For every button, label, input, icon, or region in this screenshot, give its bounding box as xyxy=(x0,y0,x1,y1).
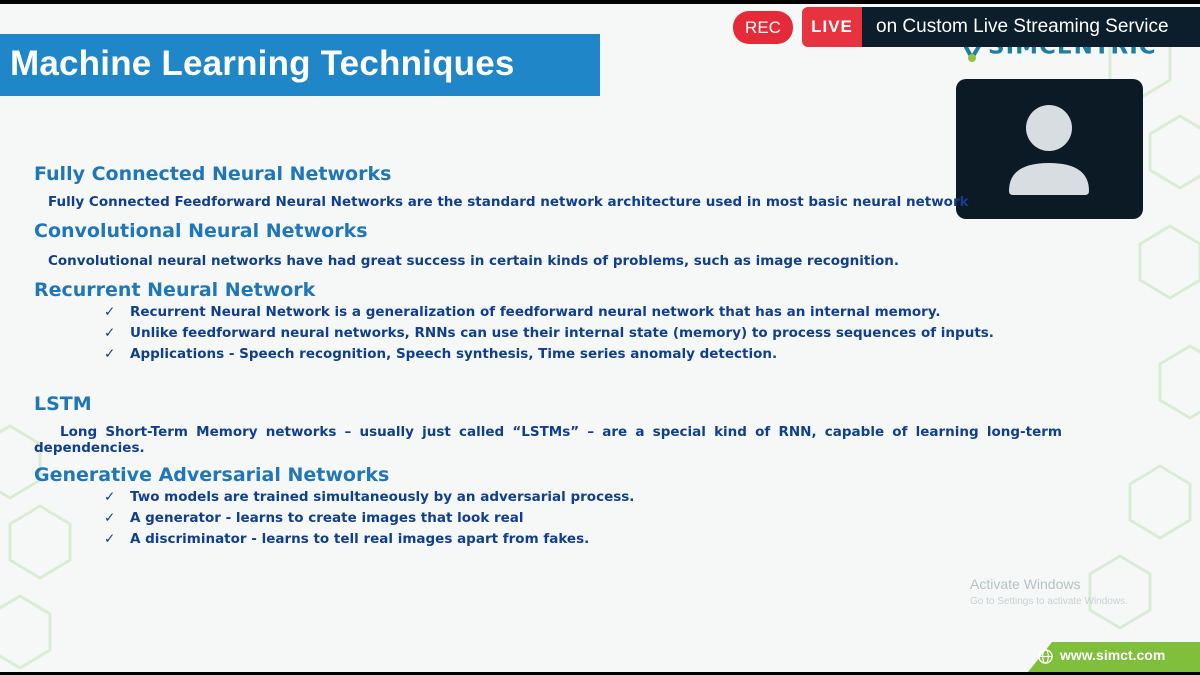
check-icon: ✓ xyxy=(104,531,116,547)
check-icon: ✓ xyxy=(104,346,116,362)
list-item: ✓ Unlike feedforward neural networks, RNNs can use their internal state (memory) to process sequences of inputs. xyxy=(104,325,994,341)
activate-windows-subtext: Go to Settings to activate Windows. xyxy=(970,596,1128,607)
check-icon: ✓ xyxy=(104,304,116,320)
text-lstm: Long Short-Term Memory networks – usually just called “LSTMs” – are a special kind of RNN, capable of learning long-term dependencies. xyxy=(34,424,1062,456)
list-item: ✓ Recurrent Neural Network is a generalization of feedforward neural network that has an internal memory. xyxy=(104,304,941,320)
heading-convolutional: Convolutional Neural Networks xyxy=(34,220,368,242)
list-item: ✓ Applications - Speech recognition, Speech synthesis, Time series anomaly detection. xyxy=(104,346,778,362)
page-title: Machine Learning Techniques xyxy=(10,44,515,83)
activate-windows-watermark: Activate Windows xyxy=(970,576,1081,592)
footer-url[interactable]: www.simct.com xyxy=(1060,647,1166,663)
rec-indicator: REC xyxy=(733,11,793,44)
list-item: ✓ A generator - learns to create images that look real xyxy=(104,510,524,526)
heading-fully-connected: Fully Connected Neural Networks xyxy=(34,163,392,185)
heading-gan: Generative Adversarial Networks xyxy=(34,464,390,486)
check-icon: ✓ xyxy=(104,489,116,505)
list-item: ✓ Two models are trained simultaneously by an adversarial process. xyxy=(104,489,635,505)
heading-lstm: LSTM xyxy=(34,393,92,415)
text-convolutional: Convolutional neural networks have had great success in certain kinds of problems, such as image recognition. xyxy=(48,253,900,269)
check-icon: ✓ xyxy=(104,325,116,341)
live-badge: LIVE xyxy=(802,7,862,47)
streaming-service-label: on Custom Live Streaming Service xyxy=(862,7,1200,47)
globe-icon xyxy=(1038,649,1053,664)
check-icon: ✓ xyxy=(104,510,116,526)
list-item: ✓ A discriminator - learns to tell real images apart from fakes. xyxy=(104,531,590,547)
heading-recurrent: Recurrent Neural Network xyxy=(34,279,316,301)
text-fully-connected: Fully Connected Feedforward Neural Networks are the standard network architecture used in most basic neural network xyxy=(48,194,969,210)
